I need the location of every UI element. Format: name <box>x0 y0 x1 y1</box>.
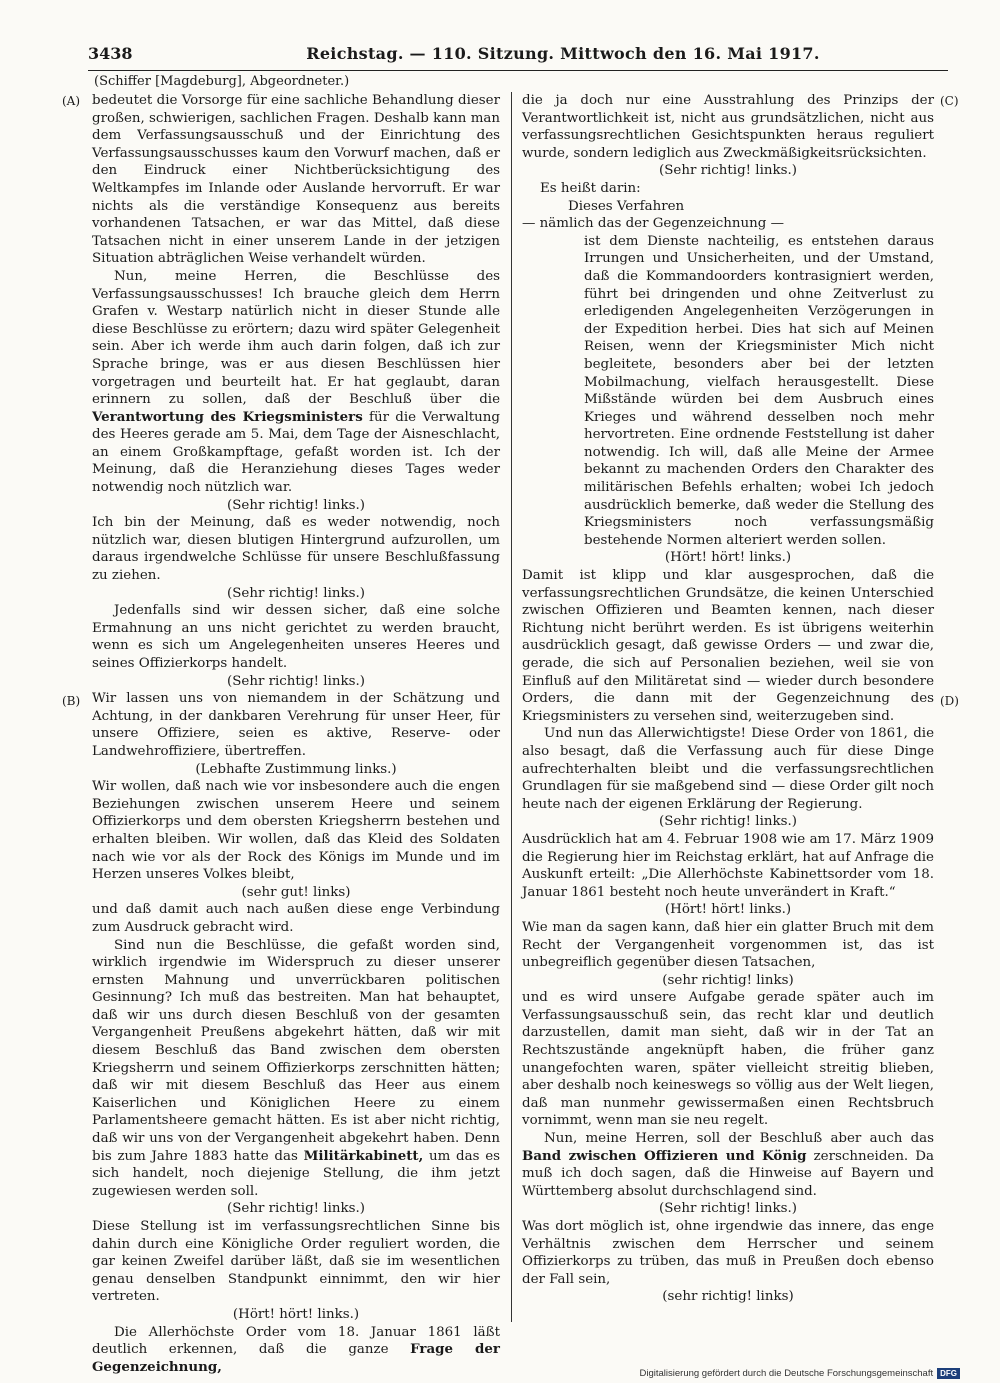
interjection: (Hört! hört! links.) <box>232 1306 360 1322</box>
paragraph: Es heißt darin: <box>540 180 641 196</box>
paragraph: Und nun das Allerwichtigste! Diese Order von 1861, die also besagt, daß die Verfassung auch für diese Dinge aufrechterhalten bleibt und die verfassungsrechtlichen Grundlagen für sie maßgebend sind — diese Order gilt noch heute nach der eigenen Erklärung der Regierung. <box>522 726 934 812</box>
interjection: (Hört! hört! links.) <box>664 550 792 566</box>
paragraph: Nun, meine Herren, die Beschlüsse des Verfassungsausschusses! Ich brauche gleich dem Herrn Grafen v. Westarp natürlich nicht in dieser Stunde alle diese Beschlüsse zu erörtern; dazu wird später Gelegenheit sein. Aber ich werde ihm auch darin folgen, daß ich zur Sprache bringe, was er aus diesen Beschlüssen hier vorgetragen und beurteilt hat. Er hat geglaubt, daran erinnern zu sollen, daß der Beschluß über die Verantwortung des Kriegsministers für die Verwaltung des Heeres gerade am 5. Mai, dem Tage der Aisneschlacht, an einem Großkampftage, gefaßt worden ist. Ich der Meinung, daß die Heranziehung dieses Tages weder notwendig noch nützlich war. <box>92 268 500 496</box>
paragraph: Nun, meine Herren, soll der Beschluß aber auch das Band zwischen Offizieren und König zerschneiden. Da muß ich doch sagen, daß die Hinweise auf Bayern und Württemberg absolut durchschlagend sind. <box>522 1131 934 1199</box>
interjection: (Sehr richtig! links.) <box>227 497 365 513</box>
right-column <box>522 92 934 1306</box>
credit-text: Digitalisierung gefördert durch die Deutsche Forschungsgemeinschaft <box>639 1368 934 1379</box>
quoted-order: ist dem Dienste nachteilig, es entstehen daraus Irrungen und Unsicherheiten, und der Umstand, daß die Kommandoorders kontrasigniert werden, führt bei dringenden und ohne Zeitverlust zu erledigenden Angelegenheiten Verzögerungen in der Expedition herbei. Dies hat sich auf Meinen Reisen, wenn der Kriegsminister Mich nicht begleitete, besonders aber bei der letzten Mobilmachung, vielfach herausgestellt. Diese Mißstände würden bei dem Ausbruch eines Krieges und während desselben noch mehr hervortreten. Eine ordnende Feststellung ist daher notwendig. Ich will, daß alle Meine der Armee bekannt zu machenden Orders den Charakter des militärischen Befehls erhalten; wobei Ich jedoch ausdrücklich bemerke, daß weder die Stellung des Kriegsministers noch verfassungsmäßig bestehende Normen alteriert werden sollen. <box>584 233 934 548</box>
interjection: (Sehr richtig! links.) <box>659 1201 797 1217</box>
margin-mark-b: (B) <box>62 694 81 708</box>
interjection: (Sehr richtig! links.) <box>227 673 365 689</box>
paragraph: und daß damit auch nach außen diese enge Verbindung zum Ausdruck gebracht wird. <box>92 902 500 935</box>
dfg-logo: DFG <box>937 1368 960 1379</box>
interjection: (Sehr richtig! links.) <box>227 585 365 601</box>
margin-mark-c: (C) <box>940 94 959 108</box>
margin-mark-a: (A) <box>62 94 81 108</box>
paragraph: Wie man da sagen kann, daß hier ein glatter Bruch mit dem Recht der Vergangenheit vorgenommen ist, das ist unbegreiflich gegenüber diesen Tatsachen, <box>522 919 934 971</box>
paragraph: Sind nun die Beschlüsse, die gefaßt worden sind, wirklich irgendwie im Widerspruch zu dieser unserer ernsten Mahnung und unverrückbaren politischen Gesinnung? Ich muß das bestreiten. Man hat behauptet, daß wir uns durch diesen Beschluß von der gesamten Vergangenheit Preußens abgekehrt hätten, daß wir mit diesem Beschluß das Band zwischen dem obersten Kriegsherrn und seinem Offizierkorps zerschnitten hätten; daß wir mit diesem Beschluß das Heer aus einem Kaiserlichen und Königlichen Heere zu einem Parlamentsheere gemacht hätten. Es ist aber nicht richtig, daß wir uns von der Vergangenheit abgekehrt haben. Denn bis zum Jahre 1883 hatte das Militärkabinett, um das es sich handelt, noch diejenige Stellung, die ihm jetzt zugewiesen werden soll. <box>92 937 500 1199</box>
interjection: (sehr richtig! links) <box>662 972 794 988</box>
paragraph: bedeutet die Vorsorge für eine sachliche Behandlung dieser großen, schwierigen, sachlichen Fragen. Deshalb kann man dem Verfassungsausschuß und der Einrichtung des Verfassungsausschusses kaum den Vorwurf machen, daß er den Eindruck einer Nichtberücksichtigung des Weltkampfes im Inlande oder Auslande hervorruft. Er war nichts als die verständige Konsequenz aus bereits vorhandenen Tatsachen, er war das Mittel, daß diese Tatsachen nicht in einer unserem Lande in der jetzigen Situation abträglichen Weise verhandelt würden. <box>92 93 500 267</box>
interjection: (Sehr richtig! links.) <box>227 1201 365 1217</box>
interjection: (Sehr richtig! links.) <box>659 814 797 830</box>
paragraph: Wir lassen uns von niemandem in der Schätzung und Achtung, in der dankbaren Verehrung für unser Heer, für unsere Offiziere, seien es aktive, Reserve- oder Landwehroffiziere, übertreffen. <box>92 691 500 759</box>
running-title: Reichstag. — 110. Sitzung. Mittwoch den 16. Mai 1917. <box>306 44 820 63</box>
margin-mark-d: (D) <box>940 694 959 708</box>
page-number: 3438 <box>88 44 133 63</box>
paragraph: und es wird unsere Aufgabe gerade später auch im Verfassungsausschuß sein, das recht klar und deutlich darzustellen, damit man sieht, daß wir in der Tat an Rechtszustände angeknüpft haben, die früher ganz unangefochten waren, später vielleicht streitig blieben, aber deshalb noch keineswegs so völlig aus der Welt liegen, daß man nunmehr gewissermaßen einen Rechtsbruch vornimmt, wenn man sie neu regelt. <box>522 990 934 1129</box>
paragraph: Ausdrücklich hat am 4. Februar 1908 wie am 17. März 1909 die Regierung hier im Reichstag erklärt, hat auf Anfrage die Auskunft erteilt: „Die Allerhöchste Kabinettsorder vom 18. Januar 1861 besteht noch heute unverändert in Kraft.“ <box>522 831 934 900</box>
interjection: (sehr gut! links) <box>241 884 351 900</box>
column-divider <box>511 92 512 1322</box>
paragraph: die ja doch nur eine Ausstrahlung des Prinzips der Verantwortlichkeit ist, nicht aus grundsätzlichen, nicht aus verfassungsrechtlichen Gesichtspunkten heraus reguliert wurde, sondern lediglich aus Zweckmäßigkeitsrücksichten. <box>522 93 934 161</box>
interjection: (sehr richtig! links) <box>662 1289 794 1305</box>
quote-line: Dieses Verfahren <box>568 198 685 214</box>
speaker-line: (Schiffer [Magdeburg], Abgeordneter.) <box>94 74 350 89</box>
interjection: (Lebhafte Zustimmung links.) <box>195 761 397 777</box>
quote-line: — nämlich das der Gegenzeichnung — <box>522 216 784 232</box>
paragraph: Ich bin der Meinung, daß es weder notwendig, noch nützlich war, diesen blutigen Hintergrund aufzurollen, um daraus irgendwelche Schlüsse für unsere Beschlußfassung zu ziehen. <box>92 515 500 584</box>
paragraph: Was dort möglich ist, ohne irgendwie das innere, das enge Verhältnis zwischen dem Herrscher und seinem Offizierkorps zu trüben, das muß in Preußen doch ebenso der Fall sein, <box>522 1219 934 1287</box>
left-column <box>92 92 500 1376</box>
interjection: (Sehr richtig! links.) <box>659 163 797 179</box>
paragraph: Die Allerhöchste Order vom 18. Januar 1861 läßt deutlich erkennen, daß die ganze Frage der Gegenzeichnung, <box>92 1324 500 1375</box>
header-rule <box>88 70 948 71</box>
digitization-credit <box>640 1368 961 1379</box>
paragraph: Diese Stellung ist im verfassungsrechtlichen Sinne bis dahin durch eine Königliche Order reguliert worden, die gar keinen Zweifel darüber läßt, daß sie im wesentlichen genau denselben Standpunkt einnimmt, den wir hier vertreten. <box>92 1219 500 1305</box>
paragraph: Jedenfalls sind wir dessen sicher, daß eine solche Ermahnung an uns nicht gerichtet zu werden braucht, wenn es sich um Angelegenheiten unseres Heeres und seines Offizierkorps handelt. <box>92 603 500 671</box>
paragraph: Damit ist klipp und klar ausgesprochen, daß die verfassungsrechtlichen Grundsätze, die keinen Unterschied zwischen Offizieren und Beamten kennen, nach dieser Richtung nicht berührt werden. Es ist übrigens weiterhin ausdrücklich gesagt, daß gewisse Orders — und zwar die, gerade, die sich auf Personalien beziehen, weil sie von Einfluß auf den Militäretat sind — wieder durch besondere Orders, die dann mit der Gegenzeichnung des Kriegsministers zu versehen sind, weiterzugeben sind. <box>522 568 934 724</box>
page-header <box>88 44 948 68</box>
interjection: (Hört! hört! links.) <box>664 902 792 918</box>
paragraph: Wir wollen, daß nach wie vor insbesondere auch die engen Beziehungen zwischen unserem Heere und seinem Offizierkorps und dem obersten Kriegsherrn bestehen und erhalten bleiben. Wir wollen, daß das Kleid des Soldaten nach wie vor als der Rock des Königs im Munde und im Herzen unseres Volkes bleibt, <box>92 779 500 883</box>
